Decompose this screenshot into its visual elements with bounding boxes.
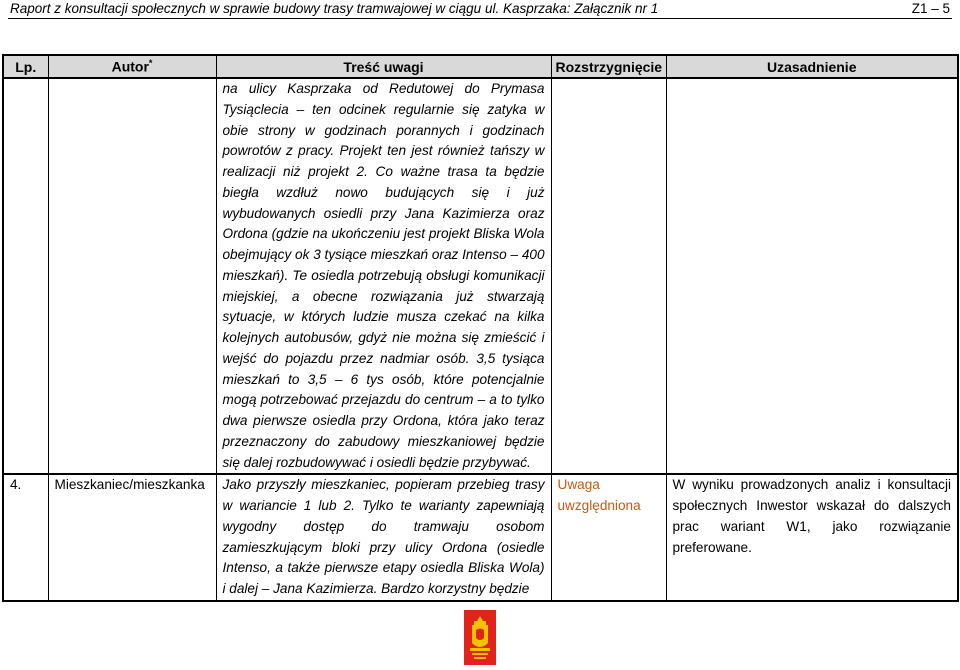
col-header-rozstrzygniecie: Rozstrzygnięcie — [551, 55, 666, 78]
cell-rozstrzygniecie: Uwaga uwzględniona — [551, 474, 666, 601]
table-row — [3, 78, 958, 474]
page-header — [8, 0, 952, 19]
cell-tresc: Jako przyszły mieszkaniec, popieram przebieg trasy w wariancie 1 lub 2. Tylko te warianty zapewniają wygodny dostęp do tramwaju osobom zamieszkującym bloki przy ulicy Ordona (osiedle Intenso, a także pierwsze etapy osiedla Bliska Wola) i dalej – Jana Kazimierza. Bardzo korzystny będzie — [216, 474, 551, 601]
table-header-row — [3, 55, 958, 78]
cell-tresc: na ulicy Kasprzaka od Redutowej do Prymasa Tysiąclecia – ten odcinek regularnie się zatyka w obie strony w godzinach porannych i godzinach powrotów z pracy. Projekt ten jest również tańszy w realizacji niż projekt 2. Co ważne trasa ta będzie biegła wzdłuż nowo budujących się i już wybudowanych osiedli przy Jana Kazimierza oraz Ordona (gdzie na ukończeniu jest projekt Bliska Wola obejmujący ok 3 tysiące mieszkań oraz Intenso – 400 mieszkań). Te osiedla potrzebują obsługi komunikacji miejskiej, a obecne rozwiązania już stwarzają sytuacje, w których ludzie musza czekać na kilka kolejnych autobusów, gdyż nie można się zmieścić i wejść do pojazdu przez nadmiar osób. 3,5 tysiąca mieszkań to 3,5 – 6 tys osób, które potencjalnie mogą potrzebować przejazdu do centrum – a to tylko dwa pierwsze osiedla przy Ordona, która jako teraz przeznaczony do zabudowy mieszkaniowej będzie się dalej rozbudowywać i osiedli będzie przybywać. — [216, 78, 551, 474]
cell-autor — [48, 78, 216, 474]
consultation-table — [2, 54, 959, 602]
cell-autor: Mieszkaniec/mieszkanka — [48, 474, 216, 601]
col-header-uzasadnienie: Uzasadnienie — [666, 55, 958, 78]
col-header-tresc: Treść uwagi — [216, 55, 551, 78]
col-header-autor-label: Autor — [111, 58, 149, 75]
col-header-autor — [48, 55, 216, 78]
cell-lp: 4. — [3, 474, 48, 601]
cell-rozstrzygniecie — [551, 78, 666, 474]
report-title: Raport z konsultacji społecznych w sprawie budowy trasy tramwajowej w ciągu ul. Kasprzaka: Załącznik nr 1 — [10, 1, 659, 16]
cell-uzasadnienie — [666, 78, 958, 474]
warsaw-coat-of-arms-icon — [464, 610, 496, 665]
cell-lp — [3, 78, 48, 474]
col-header-lp: Lp. — [3, 55, 48, 78]
table-row — [3, 474, 958, 601]
cell-uzasadnienie: W wyniku prowadzonych analiz i konsultacji społecznych Inwestor wskazał do dalszych prac wariant W1, jako rozwiązanie preferowane. — [666, 474, 958, 601]
col-header-autor-mark: * — [148, 58, 153, 69]
page-reference: Z1 – 5 — [911, 1, 950, 16]
